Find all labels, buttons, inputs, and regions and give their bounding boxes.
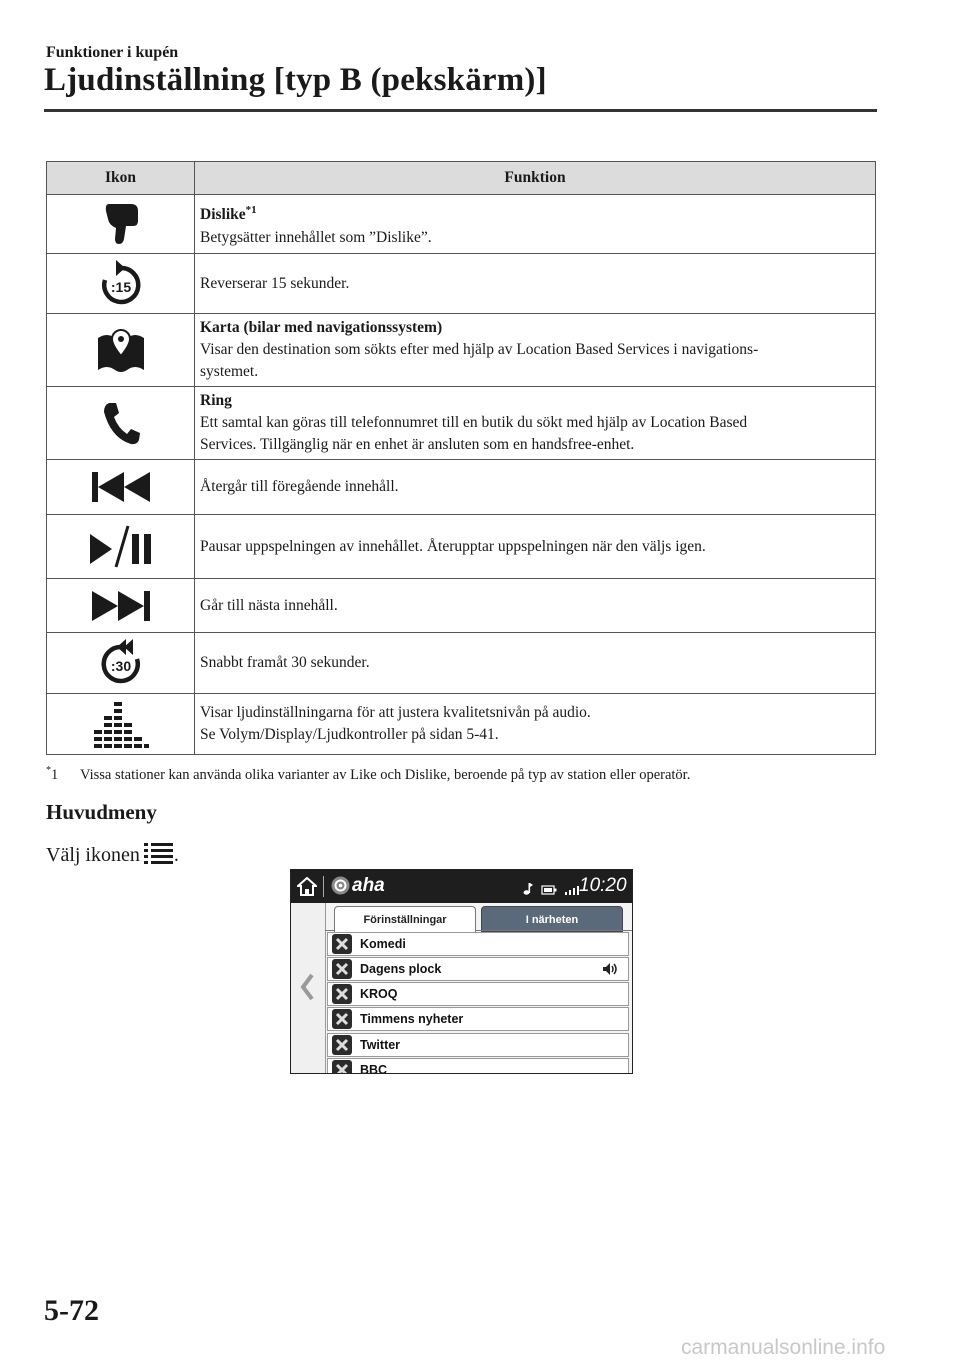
station-icon: [332, 1035, 352, 1055]
function-cell: [195, 694, 876, 755]
battery-icon: [541, 885, 557, 895]
footnote: [46, 765, 886, 784]
footnote-mark: [46, 765, 80, 784]
rewind-15-icon: [96, 259, 146, 309]
title-text: Dislike: [200, 206, 246, 224]
separator: [323, 876, 324, 897]
svg-text::30: :30: [110, 658, 131, 674]
function-desc: systemet.: [200, 363, 259, 380]
icon-function-table: [46, 161, 876, 755]
icon-cell: [47, 579, 195, 633]
station-name: Timmens nyheter: [360, 1012, 464, 1026]
page-title: Ljudinställning [typ B (pekskärm)]: [44, 62, 547, 98]
equalizer-icon: [92, 699, 150, 749]
station-name: KROQ: [360, 987, 398, 1001]
station-name: Dagens plock: [360, 962, 442, 976]
header-function: Funktion: [195, 162, 876, 195]
clock: 10:20: [579, 875, 627, 896]
station-item[interactable]: [327, 932, 629, 956]
aha-logo-icon: [331, 876, 350, 900]
function-cell: [195, 515, 876, 579]
station-icon: [332, 1009, 352, 1029]
function-cell: [195, 579, 876, 633]
instruction-text: Välj ikonen: [46, 844, 140, 866]
station-icon: [332, 959, 352, 979]
icon-cell: [47, 314, 195, 387]
home-icon[interactable]: [297, 877, 317, 901]
table-row: [47, 314, 876, 387]
icon-cell: [47, 694, 195, 755]
signal-icon: [564, 885, 580, 895]
back-panel[interactable]: [291, 903, 326, 1073]
icon-cell: [47, 195, 195, 254]
station-name: Twitter: [360, 1038, 401, 1052]
icon-cell: [47, 460, 195, 515]
station-item[interactable]: [327, 1007, 629, 1031]
instruction-suffix: .: [173, 844, 179, 866]
app-name: aha: [352, 875, 385, 896]
station-icon: [332, 934, 352, 954]
tab-presets[interactable]: Förinställningar: [334, 906, 476, 932]
skip-next-icon: [90, 588, 152, 624]
station-item[interactable]: [327, 982, 629, 1006]
footnote-asterisk: *: [46, 765, 51, 776]
function-desc: Ett samtal kan göras till telefonnumret till en butik du sökt med hjälp av Location Based: [200, 414, 748, 431]
function-cell: [195, 460, 876, 515]
map-icon: [95, 326, 147, 374]
watermark: carmanualsonline.info: [681, 1336, 886, 1359]
function-desc: Återgår till föregående innehåll.: [200, 478, 399, 495]
table-row: [47, 633, 876, 694]
function-title: Ring: [200, 392, 232, 409]
forward-30-icon: [96, 638, 146, 688]
station-name: BBC: [360, 1063, 388, 1074]
function-title: Karta (bilar med navigationssystem): [200, 319, 443, 336]
thumbs-down-icon: [101, 201, 141, 247]
table-header-row: [47, 162, 876, 195]
table-row: [47, 515, 876, 579]
function-cell: [195, 633, 876, 694]
function-cell: [195, 254, 876, 314]
station-name: Komedi: [360, 937, 406, 951]
station-icon: [332, 1060, 352, 1074]
page-number: 5-72: [44, 1294, 99, 1327]
function-desc: Betygsätter innehållet som ”Dislike”.: [200, 228, 432, 246]
table-row: [47, 195, 876, 254]
function-desc: Snabbt framåt 30 sekunder.: [200, 654, 370, 671]
function-desc: Services. Tillgänglig när en enhet är ansluten som en handsfree-enhet.: [200, 436, 635, 453]
table-row: [47, 579, 876, 633]
function-desc: Reverserar 15 sekunder.: [200, 274, 350, 292]
footnote-ref: *1: [245, 204, 257, 217]
status-bar: [291, 870, 632, 903]
table-row: [47, 254, 876, 314]
function-desc: Visar ljudinställningarna för att justera kvalitetsnivån på audio.: [200, 704, 591, 721]
svg-text::15: :15: [110, 278, 131, 295]
icon-cell: [47, 633, 195, 694]
icon-cell: [47, 387, 195, 460]
list-menu-icon: [144, 842, 174, 870]
section-label: Funktioner i kupén: [46, 44, 179, 61]
function-cell: [195, 314, 876, 387]
icon-cell: [47, 254, 195, 314]
skip-previous-icon: [90, 469, 152, 505]
station-item[interactable]: [327, 1033, 629, 1057]
footnote-number: 1: [51, 766, 59, 783]
tab-nearby[interactable]: I närheten: [481, 906, 623, 932]
station-icon: [332, 984, 352, 1004]
function-cell: [195, 387, 876, 460]
table-row: [47, 460, 876, 515]
chevron-left-icon[interactable]: [300, 973, 314, 1006]
header-icon: Ikon: [47, 162, 195, 195]
aha-screen: [290, 869, 633, 1074]
footnote-text: Vissa stationer kan använda olika varianter av Like och Dislike, beroende på typ av station eller operatör.: [80, 766, 691, 783]
play-pause-icon: [88, 523, 154, 571]
speaker-icon: [602, 962, 618, 981]
table-row: [47, 694, 876, 755]
instruction: [46, 842, 179, 870]
function-desc: Se Volym/Display/Ljudkontroller på sidan 5-41.: [200, 726, 499, 743]
icon-cell: [47, 515, 195, 579]
station-item[interactable]: [327, 1058, 629, 1074]
phone-icon: [101, 400, 141, 446]
status-icons: [523, 882, 580, 900]
table-row: [47, 387, 876, 460]
main-menu-heading: Huvudmeny: [46, 800, 157, 824]
function-desc: Går till nästa innehåll.: [200, 596, 338, 614]
function-title: [200, 199, 867, 226]
function-cell: [195, 195, 876, 254]
music-note-icon: [523, 883, 533, 895]
function-desc: Pausar uppspelningen av innehållet. Återupptar uppspelningen när den väljs igen.: [200, 537, 706, 555]
station-item[interactable]: [327, 957, 629, 981]
title-rule: [44, 109, 877, 112]
function-desc: Visar den destination som sökts efter med hjälp av Location Based Services i navigations-: [200, 341, 759, 358]
